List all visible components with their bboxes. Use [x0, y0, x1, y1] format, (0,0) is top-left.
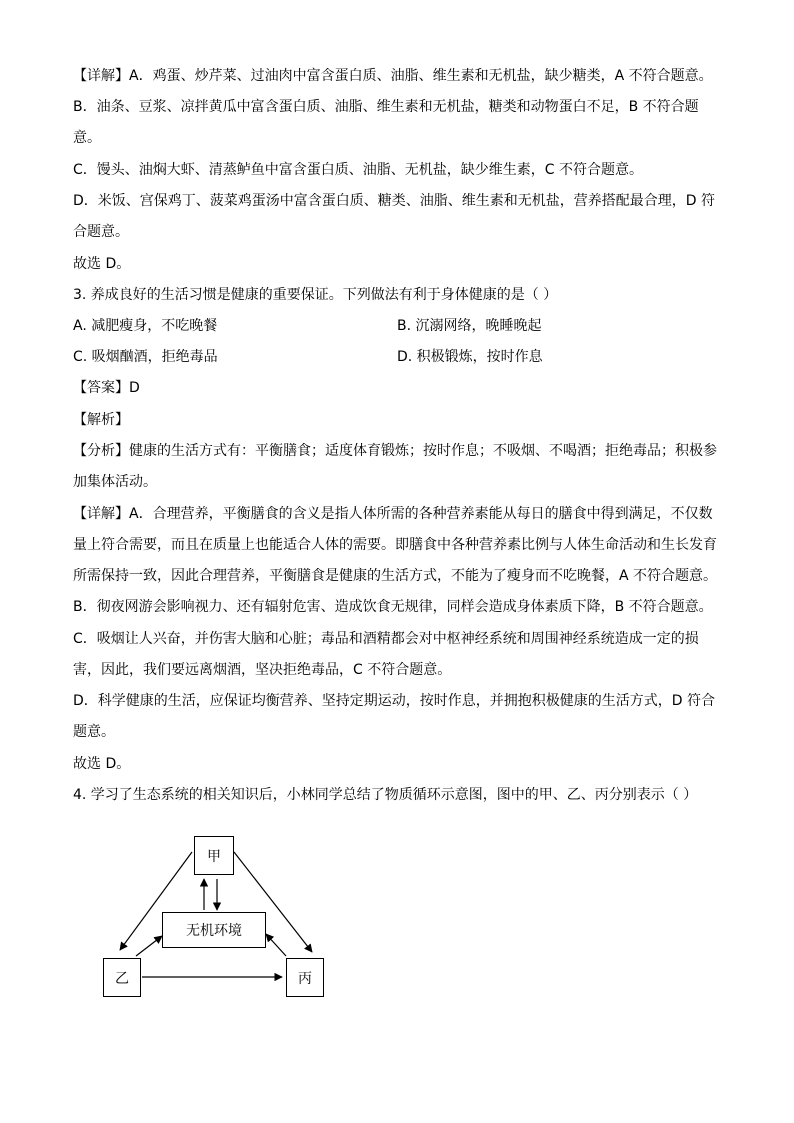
- cycle-diagram: [98, 832, 338, 1004]
- q3-detail-c-line1: C．吸烟让人兴奋，并伤害大脑和心脏；毒品和酒精都会对中枢神经系统和周围神经系统造成一定的损: [73, 631, 699, 647]
- q3-detail-b: B．彻夜网游会影响视力、还有辐射危害、造成饮食无规律，同样会造成身体素质下降，B 不符合题意。: [73, 599, 713, 615]
- node-yi: 乙: [103, 958, 141, 997]
- q4-stem: 4. 学习了生态系统的相关知识后，小林同学总结了物质循环示意图，图中的甲、乙、丙分别表示（ ）: [73, 787, 698, 803]
- q3-analysis-label: 【解析】: [73, 412, 129, 428]
- q3-fenxi-line1: 【分析】健康的生活方式有：平衡膳食；适度体育锻炼；按时作息；不吸烟、不喝酒；拒绝毒品；积极参: [73, 443, 717, 459]
- q2-detail-a: 【详解】A．鸡蛋、炒芹菜、过油肉中富含蛋白质、油脂、维生素和无机盐，缺少糖类，A 不符合题意。: [73, 68, 713, 84]
- q3-detail-d-line2: 题意。: [73, 724, 115, 740]
- q3-choice: 故选 D。: [73, 756, 131, 772]
- q3-detail-a-line3: 所需保持一致，因此合理营养，平衡膳食是健康的生活方式，不能为了瘦身而不吃晚餐，A 不符合题意。: [73, 568, 718, 584]
- q3-answer: 【答案】D: [73, 380, 140, 396]
- q3-fenxi-line2: 加集体活动。: [73, 474, 157, 490]
- q2-detail-d-line1: D．米饭、宫保鸡丁、菠菜鸡蛋汤中富含蛋白质、糖类、油脂、维生素和无机盐，营养搭配最合理，D 符: [73, 193, 716, 209]
- arrow-bing-to-env: [266, 934, 286, 956]
- node-bing: 丙: [286, 958, 324, 997]
- q3-detail-a-line1: 【详解】A．合理营养，平衡膳食的含义是指人体所需的各种营养素能从每日的膳食中得到满足，不仅数: [73, 506, 713, 522]
- node-jia: 甲: [194, 836, 234, 875]
- q2-detail-d-line2: 合题意。: [73, 224, 129, 240]
- q3-option-b: B. 沉溺网络，晚睡晚起: [397, 318, 542, 334]
- q3-detail-c-line2: 害，因此，我们要远离烟酒，坚决拒绝毒品，C 不符合题意。: [73, 662, 452, 678]
- q3-option-d: D. 积极锻炼，按时作息: [397, 349, 543, 365]
- q3-option-c: C. 吸烟酗酒，拒绝毒品: [73, 349, 218, 365]
- q3-stem: 3. 养成良好的生活习惯是健康的重要保证。下列做法有利于身体健康的是（ ）: [73, 287, 558, 303]
- q3-detail-a-line2: 量上符合需要，而且在质量上也能适合人体的需要。即膳食中各种营养素比例与人体生命活动和生长发育: [73, 537, 717, 553]
- q2-detail-b-line1: B．油条、豆浆、凉拌黄瓜中富含蛋白质、油脂、维生素和无机盐，糖类和动物蛋白不足，B 不符合题: [73, 99, 699, 115]
- q3-detail-d-line1: D．科学健康的生活，应保证均衡营养、坚持定期运动，按时作息，并拥抱积极健康的生活方式，D 符合: [73, 693, 716, 709]
- q2-detail-b-line2: 意。: [73, 130, 101, 146]
- q3-option-a: A. 减肥瘦身，不吃晚餐: [73, 318, 218, 334]
- node-inorganic-environment: 无机环境: [162, 912, 266, 948]
- arrow-yi-to-env: [136, 936, 162, 956]
- q2-detail-c: C．馒头、油焖大虾、清蒸鲈鱼中富含蛋白质、油脂、无机盐，缺少维生素，C 不符合题意。: [73, 162, 643, 178]
- q2-choice: 故选 D。: [73, 256, 131, 272]
